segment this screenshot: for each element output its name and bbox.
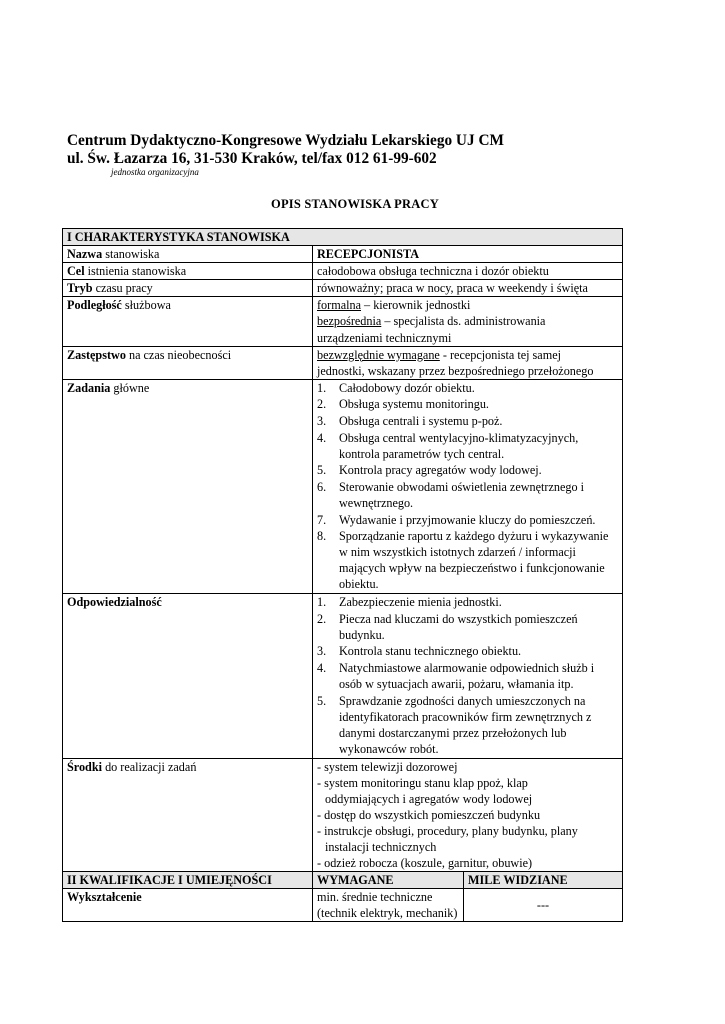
row-nazwa <box>63 246 623 263</box>
list-text: Wydawanie i przyjmowanie kluczy do pomieszczeń. <box>339 512 596 527</box>
resources-list <box>317 759 592 872</box>
task-item <box>317 396 618 412</box>
row-tryb <box>63 280 623 297</box>
list-text: Piecza nad kluczami do wszystkich pomieszczeń budynku. <box>339 611 578 642</box>
document-header <box>67 132 504 178</box>
list-number: 3. <box>317 644 327 659</box>
task-item <box>317 528 618 592</box>
value-tryb: równoważny; praca w nocy, praca w weekendy i święta <box>313 280 623 297</box>
responsibility-item <box>317 693 618 757</box>
responsibility-item <box>317 643 618 659</box>
label-nazwa: Nazwa stanowiska <box>63 246 313 263</box>
document-title: OPIS STANOWISKA PRACY <box>271 197 439 211</box>
section-2-heading: II KWALIFIKACJE I UMIEJĘNOŚCI <box>63 872 313 889</box>
value-nazwa: RECEPCJONISTA <box>313 246 623 263</box>
list-text: Całodobowy dozór obiektu. <box>339 380 475 395</box>
list-text: Sprawdzanie zgodności danych umieszczonych na identyfikatorach pracowników firm zewnętrznych z danymi dostarczanymi przez przełożonych lub wykonawców robót. <box>339 693 592 756</box>
resource-item: - system monitoringu stanu klap ppoż, klap oddymiających i agregatów wody lodowej <box>317 775 533 806</box>
task-item <box>317 462 618 478</box>
value-zadania <box>313 379 623 593</box>
column-preferred-header: MILE WIDZIANE <box>464 872 623 889</box>
tasks-list <box>317 380 618 593</box>
institution-address: ul. Św. Łazarza 16, 31-530 Kraków, tel/fax 012 61-99-602 <box>67 150 437 167</box>
value-zastepstwo: bezwzględnie wymagane - recepcjonista tej samej jednostki, wskazany przez bezpośredniego przełożonego <box>313 346 623 379</box>
section-1-heading: I CHARAKTERYSTYKA STANOWISKA <box>63 229 623 246</box>
list-number: 3. <box>317 414 327 429</box>
column-required-header: WYMAGANE <box>313 872 464 889</box>
list-text: Sterowanie obwodami oświetlenia zewnętrznego i wewnętrznego. <box>339 479 585 510</box>
unit-caption: jednostka organizacyjna <box>111 167 199 177</box>
responsibility-item <box>317 594 618 610</box>
resource-item: - odzież robocza (koszule, garnitur, obuwie) <box>317 856 533 871</box>
task-item <box>317 479 618 511</box>
institution-name: Centrum Dydaktyczno-Kongresowe Wydziału Lekarskiego UJ CM <box>67 132 504 149</box>
value-cel: całodobowa obsługa techniczna i dozór obiektu <box>313 263 623 280</box>
value-wyksztalcenie-preferred: --- <box>464 889 623 922</box>
resource-item: - instrukcje obsługi, procedury, plany budynku, plany instalacji technicznych <box>317 823 578 854</box>
resource-item: - dostęp do wszystkich pomieszczeń budynku <box>317 807 541 822</box>
label-cel: Cel istnienia stanowiska <box>63 263 313 280</box>
list-number: 2. <box>317 611 327 626</box>
list-number: 1. <box>317 380 327 395</box>
row-srodki <box>63 758 623 872</box>
list-text: Obsługa central wentylacyjno-klimatyzacyjnych, kontrola parametrów tych central. <box>339 430 579 461</box>
responsibilities-list <box>317 594 618 757</box>
list-number: 1. <box>317 595 327 610</box>
value-odpowiedzialnosc <box>313 594 623 758</box>
task-item <box>317 380 618 396</box>
label-srodki: Środki do realizacji zadań <box>63 758 313 872</box>
task-item <box>317 413 618 429</box>
list-number: 5. <box>317 463 327 478</box>
job-description-table <box>62 228 623 922</box>
section-1-heading-row <box>63 229 623 246</box>
label-tryb: Tryb czasu pracy <box>63 280 313 297</box>
responsibility-item <box>317 611 618 643</box>
list-number: 4. <box>317 660 327 675</box>
list-text: Zabezpieczenie mienia jednostki. <box>339 595 502 610</box>
task-item <box>317 430 618 462</box>
row-wyksztalcenie <box>63 889 623 922</box>
list-text: Sporządzanie raportu z każdego dyżuru i wykazywanie w nim wszystkich istotnych zdarzeń / informacji mających wpływ na bezpieczeństwo i funkcjonowanie obiektu. <box>339 529 609 592</box>
list-number: 8. <box>317 529 327 544</box>
label-podleglosc: Podległość służbowa <box>63 297 313 346</box>
list-number: 2. <box>317 397 327 412</box>
label-wyksztalcenie: Wykształcenie <box>63 889 313 922</box>
list-text: Kontrola pracy agregatów wody lodowej. <box>339 463 542 478</box>
label-zadania: Zadania główne <box>63 379 313 593</box>
section-2-heading-row <box>63 872 623 889</box>
value-podleglosc: formalna – kierownik jednostki bezpośrednia – specjalista ds. administrowania urządzeniami technicznymi <box>313 297 623 346</box>
row-odpowiedzialnosc <box>63 594 623 758</box>
resource-item: - system telewizji dozorowej <box>317 759 458 774</box>
row-zastepstwo <box>63 346 623 379</box>
list-text: Kontrola stanu technicznego obiektu. <box>339 644 522 659</box>
row-podleglosc <box>63 297 623 346</box>
list-text: Obsługa systemu monitoringu. <box>339 397 489 412</box>
list-number: 6. <box>317 479 327 494</box>
responsibility-item <box>317 660 618 692</box>
list-text: Natychmiastowe alarmowanie odpowiednich służb i osób w sytuacjach awarii, pożaru, włamania itp. <box>339 660 595 692</box>
row-cel <box>63 263 623 280</box>
list-number: 7. <box>317 512 327 527</box>
list-number: 5. <box>317 693 327 708</box>
label-odpowiedzialnosc: Odpowiedzialność <box>63 594 313 758</box>
task-item <box>317 512 618 528</box>
list-text: Obsługa centrali i systemu p-poż. <box>339 414 503 429</box>
value-wyksztalcenie-required: min. średnie techniczne (technik elektryk, mechanik) <box>313 889 464 922</box>
label-zastepstwo: Zastępstwo na czas nieobecności <box>63 346 313 379</box>
row-zadania <box>63 379 623 593</box>
value-srodki <box>313 758 623 872</box>
list-number: 4. <box>317 430 327 445</box>
